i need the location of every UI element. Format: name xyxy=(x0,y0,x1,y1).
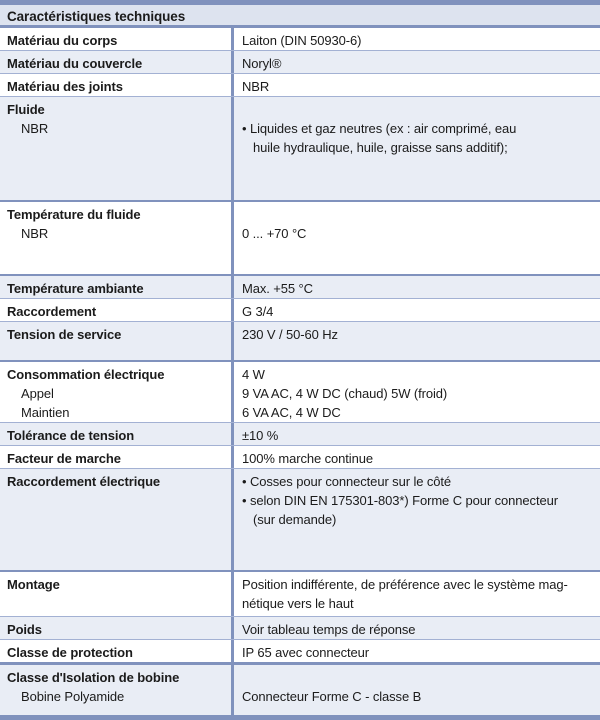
row-temperature-fluide xyxy=(0,200,600,274)
row-montage xyxy=(0,570,600,616)
row-value: 4 W xyxy=(242,367,265,382)
label-cell xyxy=(0,276,234,298)
value-cell xyxy=(234,299,600,321)
row-classe-protection xyxy=(0,639,600,662)
row-value: Max. +55 °C xyxy=(242,281,313,296)
row-temperature-ambiante xyxy=(0,274,600,298)
label-cell xyxy=(0,74,234,96)
value-cell xyxy=(234,276,600,298)
value-cell xyxy=(234,28,600,50)
value-cell xyxy=(234,97,600,200)
row-raccordement-electrique xyxy=(0,468,600,570)
value-cell xyxy=(234,617,600,639)
label-cell xyxy=(0,469,234,570)
row-value: Connecteur Forme C - classe B xyxy=(242,689,422,704)
row-sublabel: NBR xyxy=(21,226,49,241)
row-sublabel: NBR xyxy=(21,121,49,136)
row-value: 9 VA AC, 4 W DC (chaud) 5W (froid) xyxy=(242,386,448,401)
row-fluide xyxy=(0,96,600,200)
bullet-line: • selon DIN EN 175301-803*) Forme C pour connecteur xyxy=(242,493,558,508)
row-label: Poids xyxy=(7,622,42,637)
row-label: Montage xyxy=(7,577,60,592)
row-label: Classe d'Isolation de bobine xyxy=(7,670,180,685)
row-value: 100% marche continue xyxy=(242,451,373,466)
label-cell xyxy=(0,362,234,422)
row-label: Fluide xyxy=(7,102,45,117)
row-consommation-electrique xyxy=(0,360,600,422)
row-materiau-joints xyxy=(0,73,600,96)
row-label: Facteur de marche xyxy=(7,451,121,466)
continuation-line: huile hydraulique, huile, graisse sans additif); xyxy=(253,140,508,155)
label-cell xyxy=(0,446,234,468)
value-cell xyxy=(234,423,600,445)
value-cell xyxy=(234,469,600,570)
value-cell xyxy=(234,202,600,274)
row-value: G 3/4 xyxy=(242,304,274,319)
label-cell xyxy=(0,665,234,715)
label-cell xyxy=(0,617,234,639)
row-raccordement xyxy=(0,298,600,321)
row-materiau-couvercle xyxy=(0,50,600,73)
row-label: Consommation électrique xyxy=(7,367,165,382)
row-classe-isolation xyxy=(0,662,600,715)
value-cell xyxy=(234,362,600,422)
value-cell xyxy=(234,51,600,73)
row-label: Matériau du couvercle xyxy=(7,56,143,71)
value-cell xyxy=(234,446,600,468)
row-value: Noryl® xyxy=(242,56,282,71)
label-cell xyxy=(0,299,234,321)
row-label: Tolérance de tension xyxy=(7,428,135,443)
row-label: Température ambiante xyxy=(7,281,144,296)
row-sublabel: Appel xyxy=(21,386,54,401)
value-cell xyxy=(234,640,600,662)
row-tension-service xyxy=(0,321,600,360)
label-cell xyxy=(0,202,234,274)
row-value: IP 65 avec connecteur xyxy=(242,645,370,660)
row-value: nétique vers le haut xyxy=(242,596,354,611)
table-title: Caractéristiques techniques xyxy=(0,5,600,28)
value-lines xyxy=(242,100,594,157)
continuation-line: (sur demande) xyxy=(253,512,337,527)
row-sublabel: Bobine Polyamide xyxy=(21,689,125,704)
row-value: 230 V / 50-60 Hz xyxy=(242,327,338,342)
row-facteur-marche xyxy=(0,445,600,468)
row-value: Laiton (DIN 50930-6) xyxy=(242,33,362,48)
label-cell xyxy=(0,640,234,662)
label-cell xyxy=(0,322,234,360)
row-label: Tension de service xyxy=(7,327,122,342)
row-label: Matériau du corps xyxy=(7,33,118,48)
row-value: Position indifférente, de préférence avec le système mag- xyxy=(242,577,568,592)
value-cell xyxy=(234,74,600,96)
value-cell xyxy=(234,322,600,360)
row-value: 6 VA AC, 4 W DC xyxy=(242,405,341,420)
bullet-line: • Liquides et gaz neutres (ex : air comprimé, eau xyxy=(242,121,517,136)
label-cell xyxy=(0,51,234,73)
row-value: ±10 % xyxy=(242,428,279,443)
bullet-line: • Cosses pour connecteur sur le côté xyxy=(242,474,452,489)
row-label: Raccordement xyxy=(7,304,97,319)
row-sublabel: Maintien xyxy=(21,405,70,420)
row-materiau-corps xyxy=(0,28,600,50)
row-label: Température du fluide xyxy=(7,207,141,222)
row-value: 0 ... +70 °C xyxy=(242,226,307,241)
row-label: Raccordement électrique xyxy=(7,474,161,489)
row-label: Classe de protection xyxy=(7,645,133,660)
row-poids xyxy=(0,616,600,639)
value-cell xyxy=(234,572,600,616)
label-cell xyxy=(0,97,234,200)
value-cell xyxy=(234,665,600,715)
label-cell xyxy=(0,423,234,445)
row-label: Matériau des joints xyxy=(7,79,123,94)
label-cell xyxy=(0,572,234,616)
label-cell xyxy=(0,28,234,50)
row-value: NBR xyxy=(242,79,270,94)
row-tolerance-tension xyxy=(0,422,600,445)
row-value: Voir tableau temps de réponse xyxy=(242,622,416,637)
